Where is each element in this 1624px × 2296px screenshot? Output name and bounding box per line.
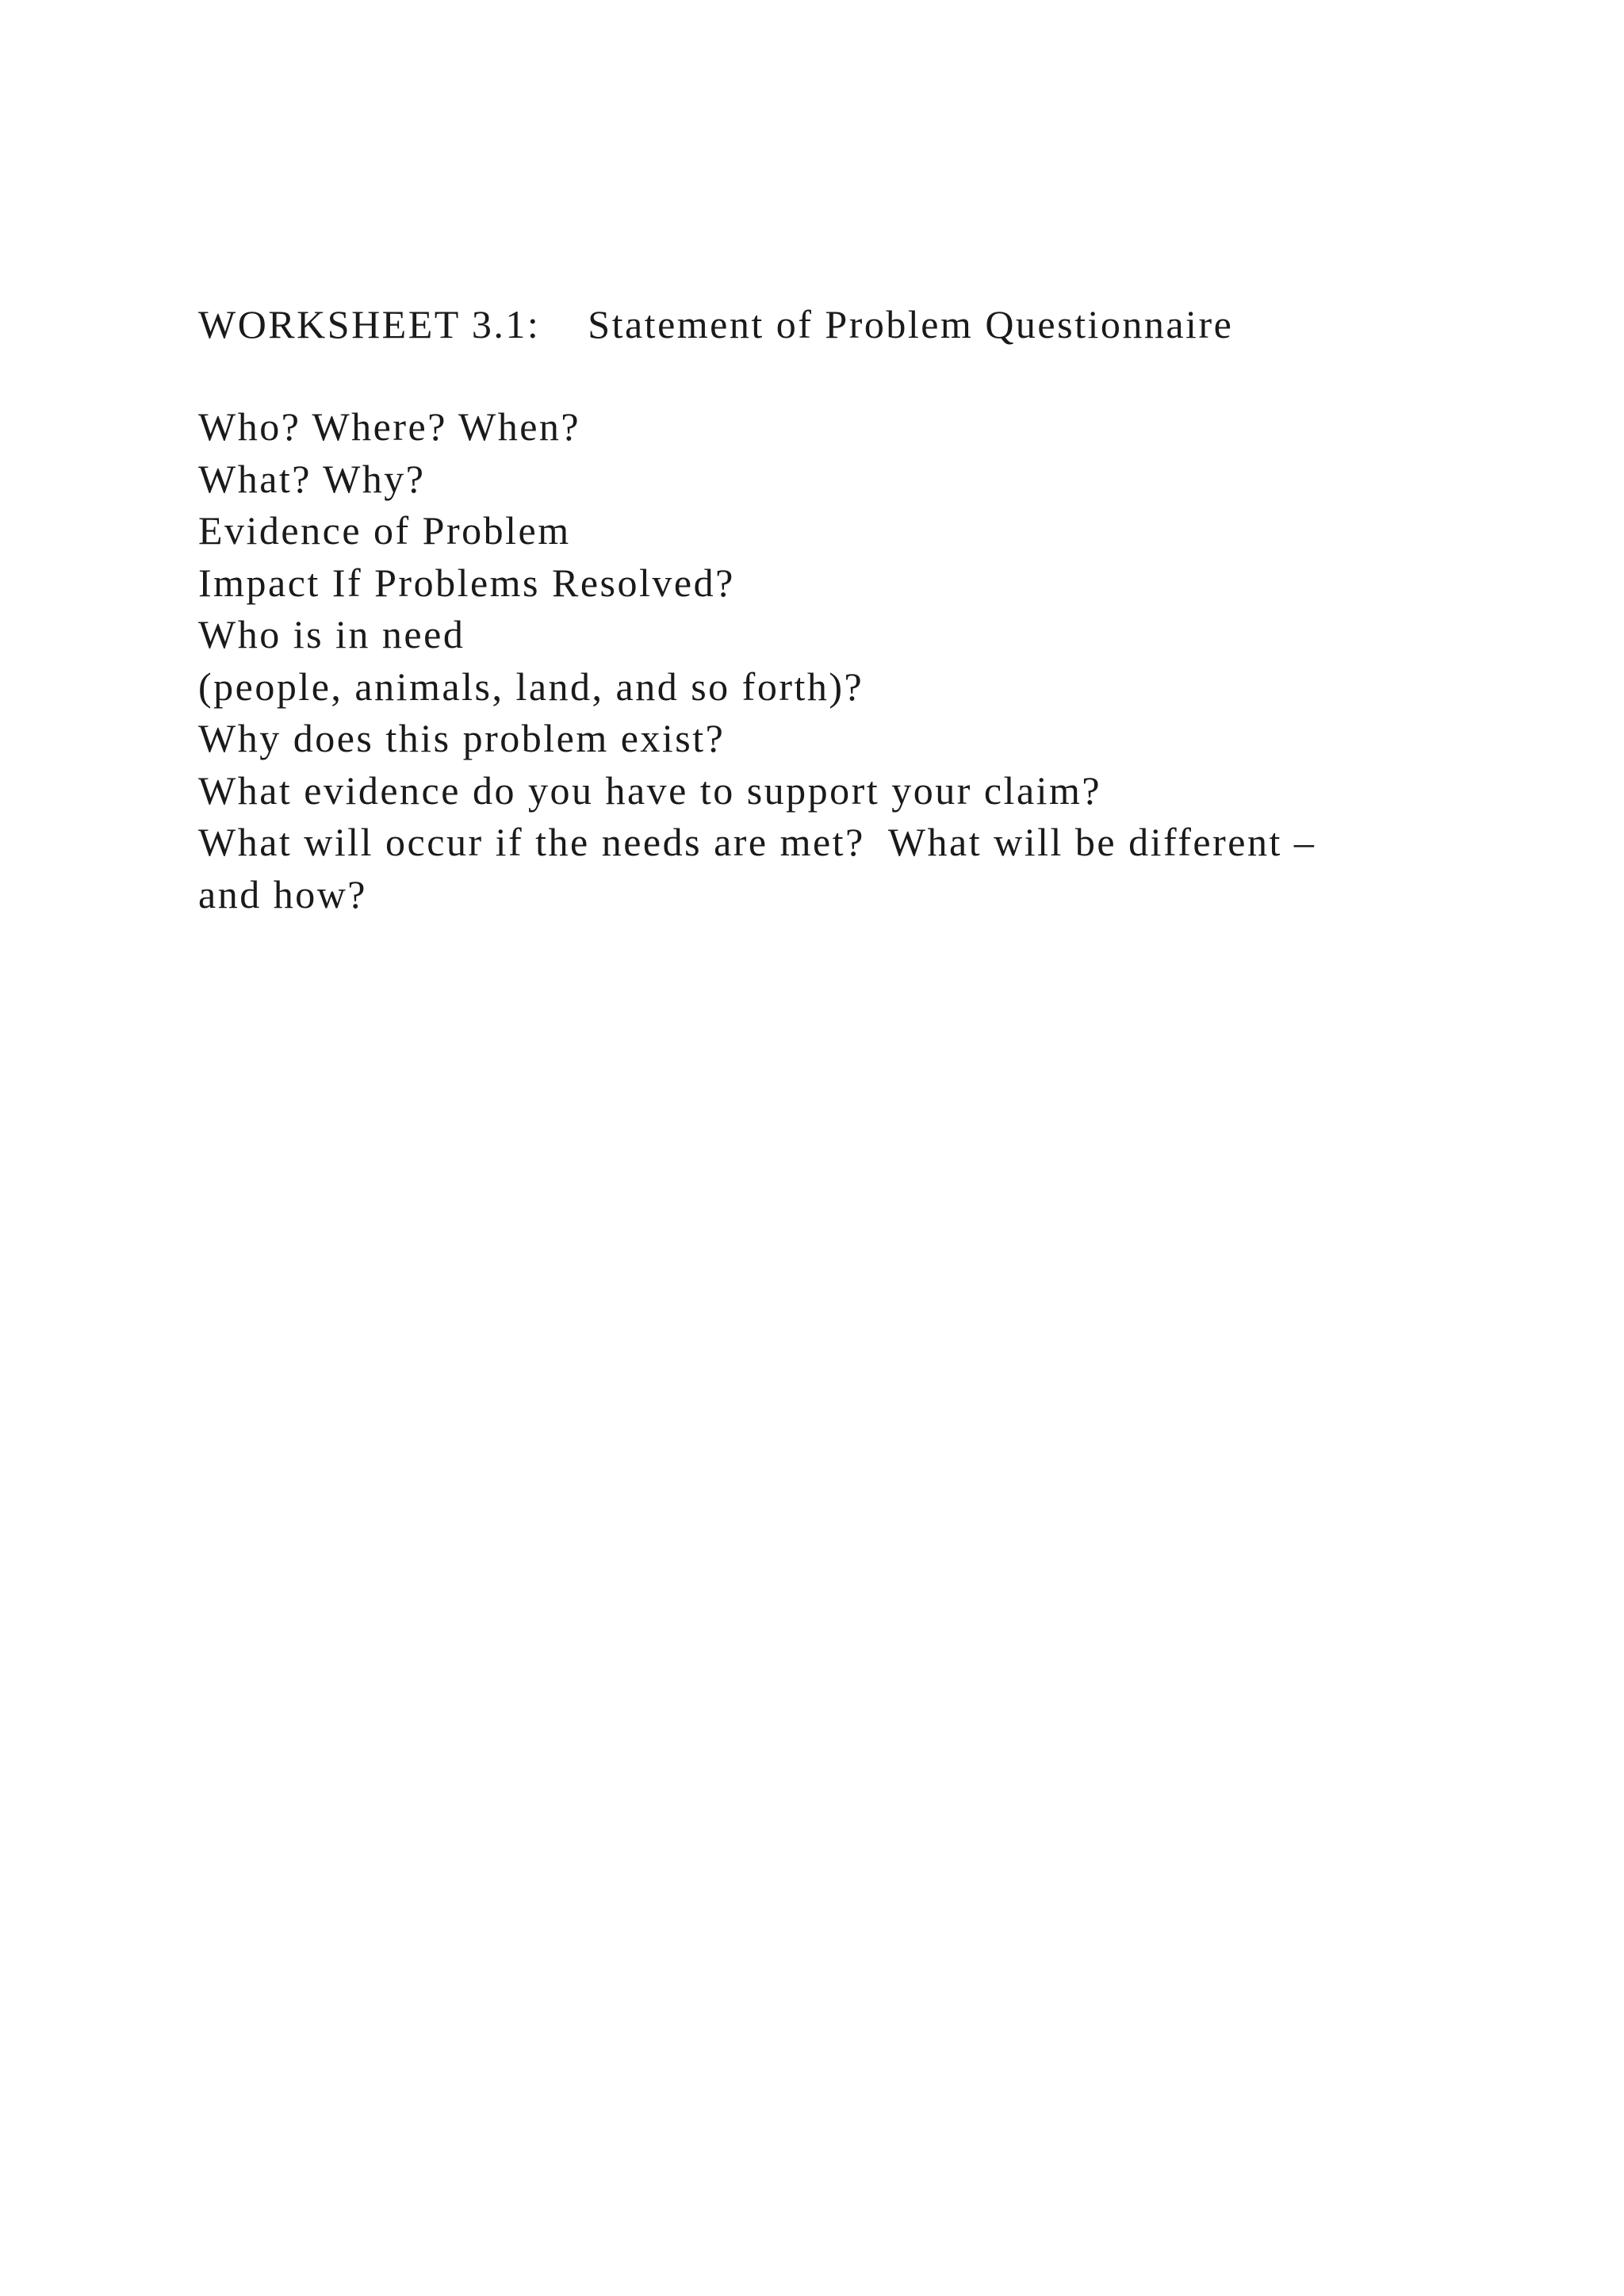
question-line: Why does this problem exist? [198, 716, 726, 760]
document-content [198, 298, 1435, 920]
question-line: What will occur if the needs are met? What will be different – [198, 820, 1316, 864]
question-line: (people, animals, land, and so forth)? [198, 664, 864, 709]
question-line: and how? [198, 871, 367, 916]
question-line: Who? Where? When? [198, 404, 581, 449]
question-line: What evidence do you have to support your claim? [198, 767, 1102, 813]
question-line: Who is in need [198, 612, 465, 656]
question-line: Impact If Problems Resolved? [198, 560, 735, 605]
question-line: Evidence of Problem [198, 508, 571, 553]
question-list [198, 401, 1435, 920]
question-line: What? Why? [198, 456, 426, 501]
worksheet-title: WORKSHEET 3.1: Statement of Problem Questionnaire [198, 302, 1234, 346]
